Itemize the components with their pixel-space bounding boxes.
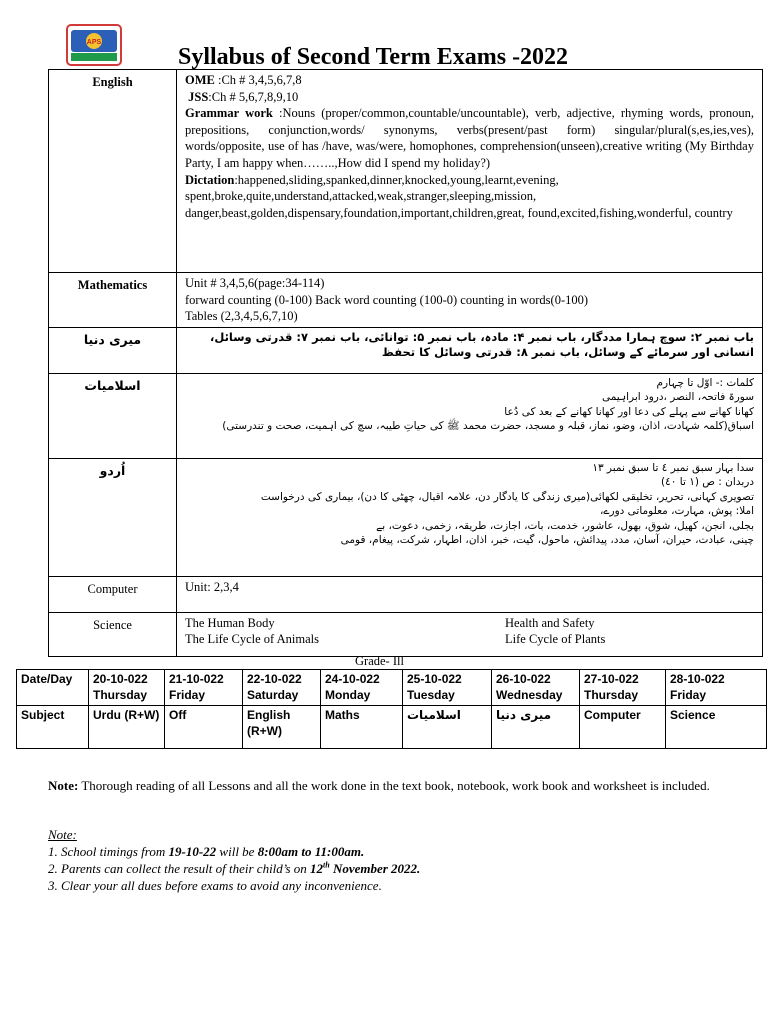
notes-list [48,826,748,894]
note-text: Thorough reading of all Lessons and all the work done in the text book, notebook, work book and worksheet is included. [78,778,710,793]
date: 27-10-022 [584,672,639,686]
datesheet-subject-cell: Maths [321,706,403,749]
grammar-value: :Nouns (proper/common,countable/uncountable), verb, adjective, rhyming words, pronoun, prepositions, conjunction,words/ synonyms, verbs(present/past form) singular/plural(s,es,ies,ves), words/opposite, use of has /have, was/were, homophones, comprehension(unseen),creative writing (My Birthday Party, I am happy when……..,How did I spend my holiday?) [185,106,754,170]
urdu-line: بجلی، انجن، کھیل، شوق، بھول، عاشور، خدمت، بات، اجازت، طریقہ، زخمی، دعوت، بے [376,519,754,532]
science-topic: The Life Cycle of Animals [185,632,319,647]
subject-islamiyat: اسلامیات [49,373,177,458]
note-item: 3. Clear your all dues before exams to avoid any inconvenience. [48,878,382,893]
jss-value: :Ch # 5,6,7,8,9,10 [208,89,299,104]
datesheet-date-cell [321,670,403,706]
urdu-line: سدا بہار سبق نمبر ٤ تا سبق نمبر ١٣ [592,461,754,474]
datesheet-table [16,669,767,749]
note-text: 2. Parents can collect the result of their child’s on [48,861,311,876]
computer-row [49,576,763,612]
science-topic: The Human Body [185,615,275,630]
page-title: Syllabus of Second Term Exams -2022 [178,44,569,70]
subject-meri-dunya: میری دنیا [49,327,177,373]
school-logo [66,24,122,66]
note-item [48,860,748,877]
datesheet-subject-cell: اسلامیات [403,706,492,749]
note-day: 12 [310,861,324,876]
note-text: will be [216,844,258,859]
day: Saturday [247,687,299,702]
computer-content: Unit: 2,3,4 [177,576,763,612]
day: Wednesday [496,687,563,702]
meri-dunya-content: باب نمبر ۲: سوچ ہمارا مددگار، باب نمبر ۴: مادہ، باب نمبر ۵: توانائی، باب نمبر ۷: قدرتی وسائل، انسانی اور سرمائے کے وسائل، باب نمبر ۸: قدرتی وسائل کا تحفظ [177,327,763,373]
ome-value: :Ch # 3,4,5,6,7,8 [214,73,302,87]
datesheet-date-cell [165,670,243,706]
urdu-row [49,458,763,576]
dictation-value: :happened,sliding,spanked,dinner,knocked,young,learnt,evening, spent,broke,quite,understand,attacked,weak,stranger,sleeping,mission, danger,beast,golden,dispensary,foundation,important,children,great, found,excited,fishing,wonderful, country [185,172,733,220]
datesheet-subject-cell: English (R+W) [243,706,321,749]
day: Thursday [584,687,639,702]
subject-mathematics: Mathematics [49,273,177,328]
date: 20-10-022 [93,672,148,686]
meri-dunya-row [49,327,763,373]
day: Friday [169,687,206,702]
ome-label: OME [185,73,215,87]
datesheet-row-header: Date/Day [17,670,89,706]
datesheet-subject-cell: میری دنیا [492,706,580,749]
day: Friday [670,687,707,702]
islamiyat-line: کلمات :- اوّل تا چہارم [656,376,754,389]
date: 26-10-022 [496,672,551,686]
mathematics-row [49,273,763,328]
subject-computer: Computer [49,576,177,612]
islamiyat-content [177,373,763,458]
math-line: forward counting (0-100) Back word counting (100-0) counting in words(0-100) [185,292,589,307]
science-topic: Life Cycle of Plants [505,632,606,647]
jss-label: JSS [188,89,209,104]
logo-text: APS [86,39,102,46]
dictation-label: Dictation [185,172,235,187]
science-row [49,612,763,656]
datesheet-subject-cell: Off [165,706,243,749]
datesheet-subject-cell: Urdu (R+W) [89,706,165,749]
islamiyat-line: سورۃ فاتحہ، النصر ،درود ابراہیمی [601,391,754,404]
grade-label: Grade- Ill [355,654,404,668]
islamiyat-row [49,373,763,458]
urdu-line: تصویری کہانی، تحریر، تخلیقی لکھائی(میری زندگی کا یادگار دن، علامہ اقبال، چھٹی کا دن)، بیماری کی درخواست [260,490,754,503]
datesheet-subject-cell: Computer [580,706,666,749]
subject-english: English [49,70,177,273]
date: 25-10-022 [407,672,462,686]
subject-urdu: اُردو [49,458,177,576]
datesheet-row-header: Subject [17,706,89,749]
math-line: Tables (2,3,4,5,6,7,10) [185,309,298,324]
note-time: 8:00am to 11:00am. [257,844,365,859]
datesheet-date-cell [666,670,767,706]
grammar-label: Grammar work [185,106,273,121]
datesheet-subject-row [17,706,767,749]
mathematics-content [177,273,763,328]
note-date: 19-10-22 [168,844,217,859]
urdu-content [177,458,763,576]
notes-heading: Note: [48,827,77,842]
date: 28-10-022 [670,672,725,686]
note-item [48,843,748,860]
urdu-line: چینی، عبادت، حیران، آسان، مدد، پیدائش، ماحول، گیت، خبر، اذان، اطہار، شرکت، پیغام، قومی [340,534,754,547]
syllabus-table [48,69,763,657]
datesheet-date-cell [243,670,321,706]
note-label: Note: [48,778,79,793]
islamiyat-line: اسباق(کلمہ شہادت، اذان، وضو، نماز، قبلہ و مسجد، حضرت محمد ﷺ کی حیاتِ طیبہ، سچ کی اہمیت، صحت و تندرستی) [222,420,754,433]
day: Monday [325,687,371,702]
day: Tuesday [407,687,455,702]
note-text: 1. School timings from [48,844,169,859]
datesheet-date-cell [89,670,165,706]
datesheet-subject-cell: Science [666,706,767,749]
reading-note [48,776,748,796]
datesheet-date-cell [492,670,580,706]
note-sup: th [323,860,330,870]
date: 22-10-022 [247,672,302,686]
urdu-line: دربدان : ص (١ تا ٤٠) [661,476,754,489]
datesheet-date-cell [580,670,666,706]
urdu-line: املا: پوش، مہارت، معلوماتی دورے، [599,505,754,518]
datesheet-date-cell [403,670,492,706]
note-month: November 2022. [329,861,421,876]
english-row [49,70,763,273]
science-topic: Health and Safety [505,615,595,630]
date: 24-10-022 [325,672,380,686]
datesheet-date-row [17,670,767,706]
math-line: Unit # 3,4,5,6(page:34-114) [185,276,325,290]
date: 21-10-022 [169,672,224,686]
science-content [177,612,763,656]
day: Thursday [93,687,148,702]
islamiyat-line: کھانا کھانے سے پہلے کی دعا اور کھانا کھانے کے بعد کی دُعا [504,405,754,418]
subject-science: Science [49,612,177,656]
english-content [177,70,763,273]
